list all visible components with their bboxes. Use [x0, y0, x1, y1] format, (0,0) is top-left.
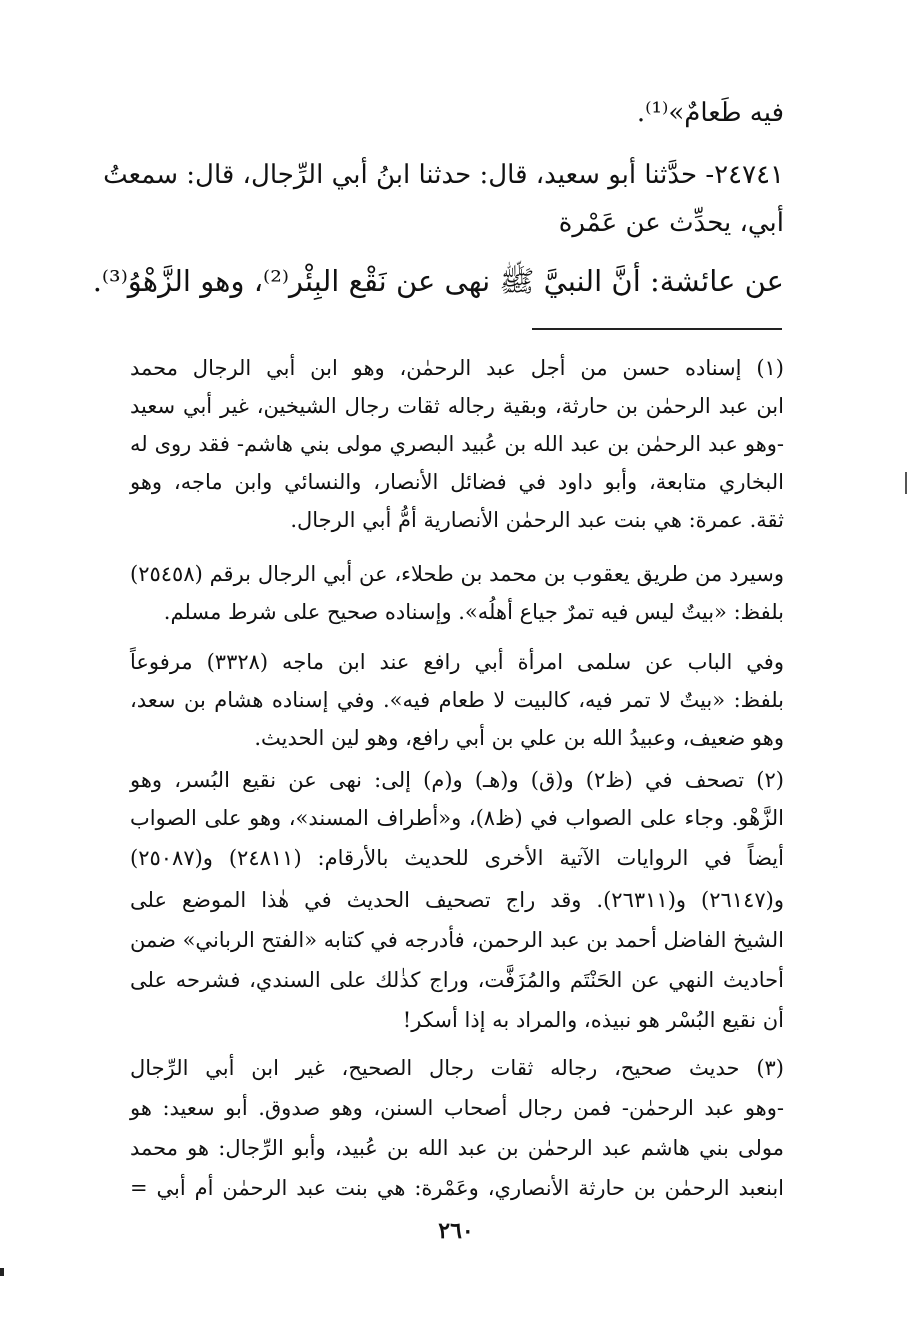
scan-mark [905, 472, 907, 494]
footnote-line: -وهو عبد الرحمٰن- فمن رجال أصحاب السنن، وهو صدوق. أبو سعيد: هو [130, 1096, 784, 1120]
main-text-line-3: أبي، يحدِّث عن عَمْرة [558, 208, 784, 238]
footnote-line: ابنعبد الرحمٰن بن حارثة الأنصاري، وعَمْرة: هي بنت عبد الرحمٰن أم أبي = [130, 1176, 784, 1200]
scan-mark [0, 1268, 4, 1276]
footnote-line: ثقة. عمرة: هي بنت عبد الرحمٰن الأنصارية أمُّ أبي الرجال. [290, 508, 784, 532]
footnote-line: (٣) حديث صحيح، رجاله ثقات رجال الصحيح، غير ابن أبي الرِّجال [130, 1056, 784, 1080]
footnote-line: (١) إسناده حسن من أجل عبد الرحمٰن، وهو ابن أبي الرجال محمد [130, 356, 784, 380]
footnote-line: و(٢٦١٤٧) و(٢٦٣١١). وقد راج تصحيف الحديث في هٰذا الموضع على [130, 888, 784, 912]
footnote-line: ابن عبد الرحمٰن بن حارثة، وبقية رجاله ثقات رجال الشيخين، غير أبي سعيد [130, 394, 784, 418]
footnote-line: (٢) تصحف في (ظ٢) و(ق) و(هـ) و(م) إلى: نهى عن نقيع البُسر، وهو [130, 768, 784, 792]
footnote-line: مولى بني هاشم عبد الرحمٰن بن عبد الله بن عُبيد، وأبو الرِّجال: هو محمد [130, 1136, 784, 1160]
footnote-line: بلفظ: «بيتٌ ليس فيه تمرٌ جياع أهلُه». وإسناده صحيح على شرط مسلم. [163, 600, 784, 624]
footnote-line: بلفظ: «بيتٌ لا تمر فيه، كالبيت لا طعام فيه». وفي إسناده هشام بن سعد، [130, 688, 784, 712]
footnote-line: الشيخ الفاضل أحمد بن عبد الرحمن، فأدرجه في كتابه «الفتح الرباني» ضمن [129, 928, 784, 952]
page-number: ٢٦٠ [438, 1218, 474, 1244]
footnote-line: أيضاً في الروايات الآتية الأخرى للحديث بالأرقام: (٢٤٨١١) و(٢٥٠٨٧) [130, 846, 784, 870]
footnote-line: أحاديث النهي عن الحَنْتَم والمُزَفَّت، وراج كذٰلك على السندي، فشرحه على [130, 968, 784, 992]
main-text-line-4: عن عائشة: أنَّ النبيَّ ﷺ نهى عن نَقْع البِئْر⁽²⁾، وهو الزَّهْوُ⁽³⁾. [92, 264, 784, 298]
footnote-line: الزَّهْو. وجاء على الصواب في (ظ٨)، و«أطراف المسند»، وهو على الصواب [130, 806, 784, 830]
main-text-line-2: ٢٤٧٤١- حدَّثنا أبو سعيد، قال: حدثنا ابنُ أبي الرِّجال، قال: سمعتُ [103, 160, 784, 190]
footnote-line: البخاري متابعة، وأبو داود في فضائل الأنصار، والنسائي وابن ماجه، وهو [130, 470, 784, 494]
footnote-line: وهو ضعيف، وعبيدُ الله بن علي بن أبي رافع، وهو لين الحديث. [254, 726, 784, 750]
footnote-line: وسيرد من طريق يعقوب بن محمد بن طحلاء، عن أبي الرجال برقم (٢٥٤٥٨) [130, 562, 784, 586]
footnote-separator [532, 328, 782, 330]
footnote-line: وفي الباب عن سلمى امرأة أبي رافع عند ابن ماجه (٣٣٢٨) مرفوعاً [130, 650, 784, 674]
main-text-line-1: فيه طَعامٌ»⁽¹⁾. [636, 98, 784, 128]
footnote-line: -وهو عبد الرحمٰن بن عبد الله بن عُبيد البصري مولى بني هاشم- فقد روى له [130, 432, 785, 456]
footnote-line: أن نقيع البُسْر هو نبيذه، والمراد به إذا أسكر! [402, 1008, 784, 1032]
